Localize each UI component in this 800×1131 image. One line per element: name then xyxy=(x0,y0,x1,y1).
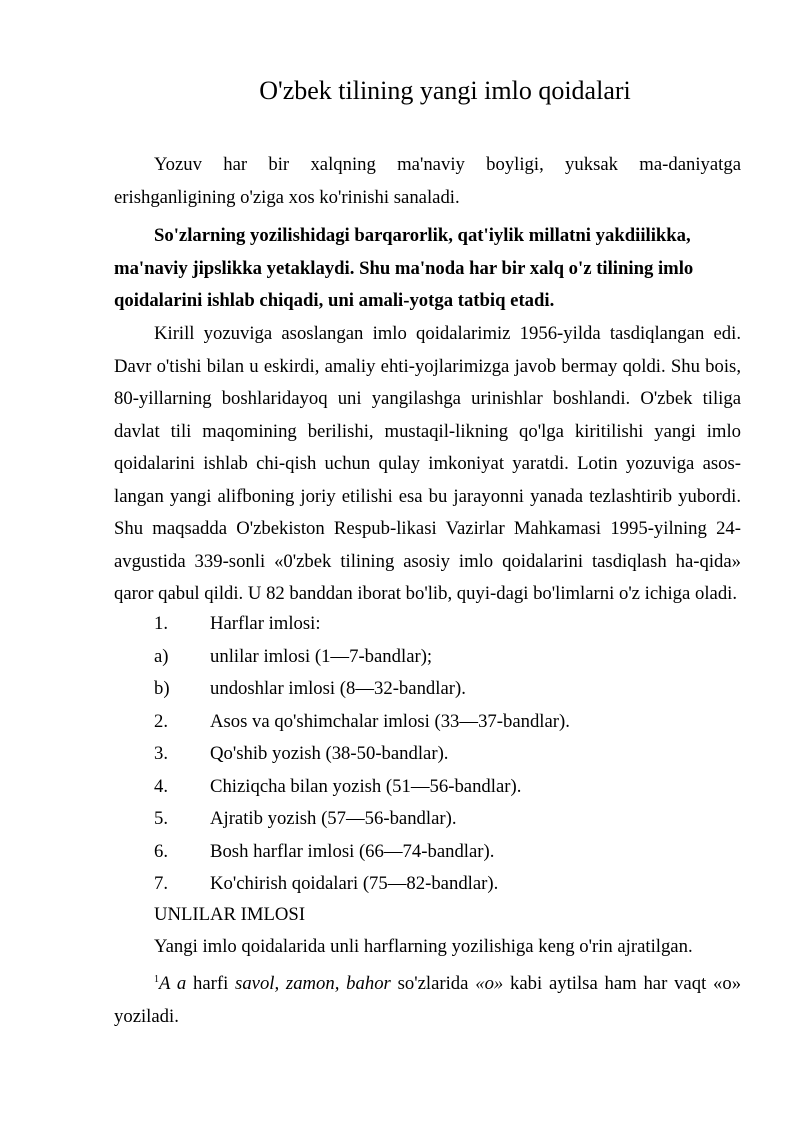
list-item-text: Qo'shib yozish (38-50-bandlar). xyxy=(210,743,449,764)
rule-middle: so'zlarida xyxy=(397,973,469,995)
list-item-text: Bosh harflar imlosi (66—74-bandlar). xyxy=(210,840,495,862)
section-heading: UNLILAR IMLOSI xyxy=(154,904,306,925)
list-item-number: 7. xyxy=(154,873,169,894)
list-item-number: 5. xyxy=(154,808,169,829)
rule-examples: savol, zamon, bahor xyxy=(235,973,391,995)
list-item-text: Asos va qo'shimchalar imlosi (33—37-bandlar). xyxy=(210,710,570,732)
list-item-text: Ajratib yozish (57—56-bandlar). xyxy=(210,808,457,829)
footnote-marker: 1 xyxy=(154,974,159,985)
rule-letter: A a xyxy=(159,973,187,995)
list-item-text: Ko'chirish qoidalari (75—82-bandlar). xyxy=(210,873,499,894)
list-item-number: a) xyxy=(154,645,169,667)
paragraph-bold: So'zlarning yozilishidagi barqarorlik, qat'iylik millatni yakdiilikka, ma'naviy jipslikka yetaklaydi. Shu ma'noda har bir xalq o'z tilining imlo qoidalarini ishlab chiqadi, uni amali-yotga tatbiq etadi. xyxy=(114,225,694,311)
list-item-number: 1. xyxy=(154,613,169,634)
paragraph-intro: Yozuv har bir xalqning ma'naviy boyligi, yuksak ma-daniyatga erishganligining o'ziga xos ko'rinishi sanaladi. xyxy=(114,154,741,208)
list-item-number: b) xyxy=(154,678,170,699)
page-title: O'zbek tilining yangi imlo qoidalari xyxy=(259,76,631,105)
rule-harfi: harfi xyxy=(192,973,229,995)
rule-quote-o: «o» xyxy=(475,973,504,995)
paragraph-vowels: Yangi imlo qoidalarida unli harflarning yozilishiga keng o'rin ajratilgan. xyxy=(154,936,693,957)
paragraph-rule-a xyxy=(114,964,741,1033)
paragraph-history: Kirill yozuviga asoslangan imlo qoidalarimiz 1956-yilda tasdiqlangan edi. Davr o'tishi bilan u eskirdi, amaliy ehti-yojlarimizga javob bermay qoldi. Shu bois, 80-yillarning boshlaridayoq uni yangilashga urinishlar boshlandi. O'zbek tiliga davlat tili maqomining berilishi, mustaqil-likning qo'lga kiritilishi yangi imlo qoidalarini ishlab chi-qish uchun qulay imkoniyat yaratdi. Lotin yozuviga asos-langan yangi alifboning joriy etilishi esa bu jarayonni yanada tezlashtirib yubordi. Shu maqsadda O'zbekiston Respub-likasi Vazirlar Mahkamasi 1995-yilning 24-avgustida 339-sonli «0'zbek tilining asosiy imlo qoidalarini tasdiqlash ha-qida» qaror qabul qildi. U 82 banddan iborat bo'lib, quyi-dagi bo'limlarni o'z ichiga oladi. xyxy=(114,323,741,604)
list-item-number: 4. xyxy=(154,775,169,797)
list-item-text: Chiziqcha bilan yozish (51—56-bandlar). xyxy=(210,775,522,797)
list-item-number: 6. xyxy=(154,840,169,862)
list-item-number: 2. xyxy=(154,710,169,732)
list-item-text: undoshlar imlosi (8—32-bandlar). xyxy=(210,678,466,699)
rule-rest: kabi aytilsa ham har vaqt «o» yoziladi. xyxy=(114,973,742,1027)
list-item-number: 3. xyxy=(154,743,169,764)
list-item-text: unlilar imlosi (1—7-bandlar); xyxy=(210,645,433,667)
list-item-text: Harflar imlosi: xyxy=(210,613,321,634)
